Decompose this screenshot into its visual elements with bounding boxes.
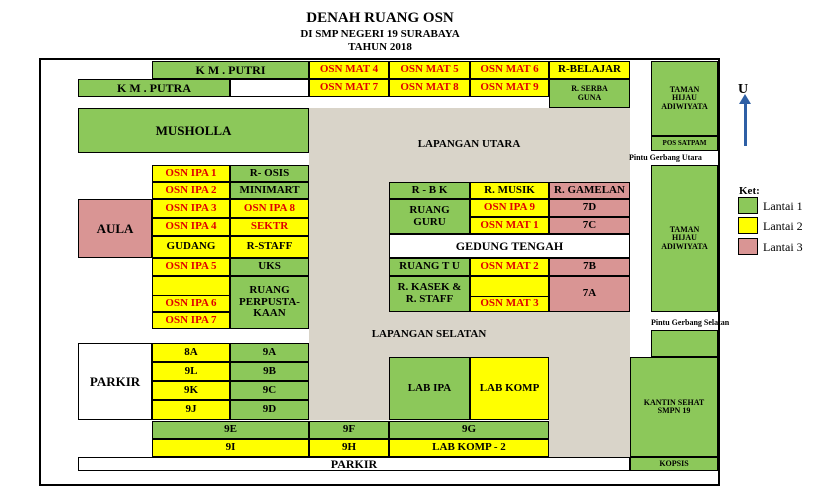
north-arrow-shaft — [744, 98, 747, 146]
map-year: TAHUN 2018 — [348, 41, 412, 53]
r-staff: R-STAFF — [230, 236, 309, 258]
osn-ipa-3: OSN IPA 3 — [152, 199, 230, 218]
osn-mat-9: OSN MAT 9 — [470, 79, 549, 97]
lab-ipa: LAB IPA — [389, 357, 470, 420]
legend-label-lantai-3: Lantai 3 — [763, 240, 803, 254]
gudang: GUDANG — [152, 236, 230, 258]
blank-room — [230, 79, 309, 97]
ruang-perpustakaan: RUANG PERPUSTA- KAAN — [230, 276, 309, 329]
ruang-tu: RUANG T U — [389, 258, 470, 276]
room-7a: 7A — [549, 276, 630, 312]
osn-mat-3: OSN MAT 3 — [470, 296, 549, 312]
room-9c: 9C — [230, 381, 309, 400]
north-label: U — [738, 82, 749, 97]
osn-mat-4: OSN MAT 4 — [309, 61, 389, 79]
room-9d: 9D — [230, 400, 309, 420]
osn-ipa-9: OSN IPA 9 — [470, 199, 549, 217]
gedung-tengah: GEDUNG TENGAH — [389, 234, 630, 258]
osn-ipa-5: OSN IPA 5 — [152, 258, 230, 276]
room-9j: 9J — [152, 400, 230, 420]
sektr: SEKTR — [230, 218, 309, 236]
map-title: DENAH RUANG OSN — [306, 10, 454, 26]
room-9l: 9L — [152, 362, 230, 381]
r-serba-guna: R. SERBA GUNA — [549, 79, 630, 108]
osn-mat-1: OSN MAT 1 — [470, 217, 549, 234]
osn-ipa-2: OSN IPA 2 — [152, 182, 230, 199]
parkir-south: PARKIR — [78, 457, 630, 471]
room-7b: 7B — [549, 258, 630, 276]
r-bk: R - B K — [389, 182, 470, 199]
room-9g: 9G — [389, 421, 549, 439]
legend-swatch-lantai-1 — [738, 197, 758, 214]
legend-label-lantai-1: Lantai 1 — [763, 199, 803, 213]
osn-mat-6: OSN MAT 6 — [470, 61, 549, 79]
room-7c: 7C — [549, 217, 630, 234]
lab-komp: LAB KOMP — [470, 357, 549, 420]
pos-satpam: POS SATPAM — [651, 136, 718, 151]
gate-label-north: Pintu Gerbang Utara — [629, 153, 702, 162]
room-9a: 9A — [230, 343, 309, 362]
legend-label-lantai-2: Lantai 2 — [763, 219, 803, 233]
kopsis: KOPSIS — [630, 457, 718, 471]
room-9b: 9B — [230, 362, 309, 381]
r-belajar: R-BELAJAR — [549, 61, 630, 79]
kantin-sehat: KANTIN SEHAT SMPN 19 — [630, 357, 718, 457]
osn-ipa-7: OSN IPA 7 — [152, 312, 230, 329]
room-9i: 9I — [152, 439, 309, 457]
osn-mat-7: OSN MAT 7 — [309, 79, 389, 97]
r-gamelan: R. GAMELAN — [549, 182, 630, 199]
map-subtitle: DI SMP NEGERI 19 SURABAYA — [300, 28, 460, 40]
open-area-southeast — [549, 357, 630, 457]
km-putra: K M . PUTRA — [78, 79, 230, 97]
lab-komp-2: LAB KOMP - 2 — [389, 439, 549, 457]
osn-ipa-4: OSN IPA 4 — [152, 218, 230, 236]
legend-title: Ket: — [739, 185, 760, 197]
aula: AULA — [78, 199, 152, 258]
osn-mat-5: OSN MAT 5 — [389, 61, 470, 79]
room-7d: 7D — [549, 199, 630, 217]
room-9k: 9K — [152, 381, 230, 400]
ruang-guru: RUANG GURU — [389, 199, 470, 234]
r-osis: R- OSIS — [230, 165, 309, 182]
parkir-west: PARKIR — [78, 343, 152, 420]
osn-mat-2: OSN MAT 2 — [470, 258, 549, 276]
open-area-west — [309, 182, 389, 312]
r-musik: R. MUSIK — [470, 182, 549, 199]
lapangan-selatan: LAPANGAN SELATAN — [309, 312, 549, 357]
room-9e: 9E — [152, 421, 309, 439]
r-kasek-staff: R. KASEK & R. STAFF — [389, 276, 470, 312]
room-9h: 9H — [309, 439, 389, 457]
lapangan-utara: LAPANGAN UTARA — [309, 108, 629, 182]
osn-ipa-6: OSN IPA 6 — [152, 295, 230, 312]
taman-hijau-north: TAMAN HIJAU ADIWIYATA — [651, 61, 718, 136]
minimart: MINIMART — [230, 182, 309, 199]
osn-mat-8: OSN MAT 8 — [389, 79, 470, 97]
room-9f: 9F — [309, 421, 389, 439]
osn-ipa-1: OSN IPA 1 — [152, 165, 230, 182]
garden-strip — [651, 330, 718, 357]
open-area-south — [309, 357, 389, 420]
legend-swatch-lantai-3 — [738, 238, 758, 255]
room-8a: 8A — [152, 343, 230, 362]
musholla: MUSHOLLA — [78, 108, 309, 153]
uks: UKS — [230, 258, 309, 276]
gate-label-south: Pintu Gerbang Selatan — [651, 318, 730, 327]
taman-hijau-south: TAMAN HIJAU ADIWIYATA — [651, 165, 718, 312]
legend-swatch-lantai-2 — [738, 217, 758, 234]
km-putri: K M . PUTRI — [152, 61, 309, 79]
osn-ipa-8: OSN IPA 8 — [230, 199, 309, 218]
